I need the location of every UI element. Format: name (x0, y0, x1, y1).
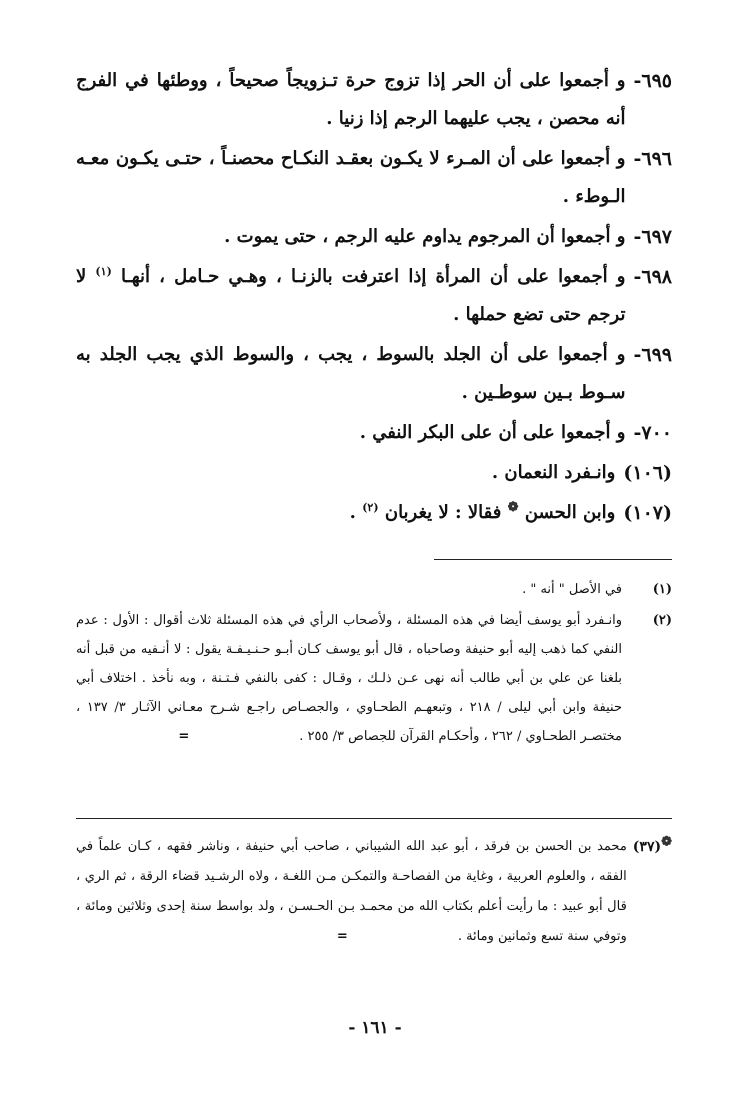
footnote-ref[interactable]: (١) (95, 265, 112, 278)
footnotes (76, 575, 672, 753)
biography-note (76, 832, 672, 952)
entry-107 (76, 494, 672, 532)
entry-text: و أجمعوا على أن على البكر النفي . (359, 422, 626, 443)
entry-698 (76, 258, 672, 334)
flower-ornament-icon: ❁ (661, 834, 672, 850)
entry-696 (76, 140, 672, 216)
entry-697 (76, 218, 672, 256)
entry-number: ٦٩٧- (633, 226, 672, 248)
continuation-mark: = (178, 729, 190, 744)
biography-divider (76, 818, 672, 819)
biography-number-text: (٣٧) (632, 839, 662, 855)
entry-106 (76, 454, 672, 492)
biography-number (627, 832, 672, 863)
entry-text: وانـفرد النعمان . (491, 462, 616, 483)
entry-699 (76, 336, 672, 412)
entry-number: ٦٩٨- (633, 266, 672, 288)
footnote-text: في الأصل " أنه " . (522, 582, 622, 597)
entry-number: ٦٩٩- (633, 344, 672, 366)
biography-text (76, 832, 627, 952)
entry-text-before: وابن الحسن (524, 502, 616, 523)
entry-text: و أجمعوا على أن المـرء لا يكـون بعقـد النكـاح محصنـاً ، حتـى يكـون معـه الـوطء . (76, 148, 626, 207)
entry-text: و أجمعوا على أن الجلد بالسوط ، يجب ، والسوط الذي يجب الجلد به سـوط بـين سوطـين . (76, 344, 626, 403)
entry-number: ٦٩٥- (633, 70, 672, 92)
footnote-divider (434, 559, 672, 560)
entry-text-after: . (349, 502, 356, 523)
biography-body: محمد بن الحسن بن فرقد ، أبو عبد الله الشيباني ، صاحب أبي حنيفة ، وناشر فقهه ، كـان علماً في الفقه ، والعلوم العربية ، وغاية من الفصاحـة والتمكـن مـن اللغـة ، ولاه الرشـيد قضاء الرقة ، ثم الري ، قال أبو عبيد : ما رأيت أعلم بكتاب الله من محمـد بـن الحـسـن ، ولد بواسط سنة إحدى وثلاثين ومائة ، وتوفي سنة تسع وثمانين ومائة . (76, 839, 627, 944)
entry-number: ٦٩٦- (633, 148, 672, 170)
entry-text (76, 494, 615, 532)
footnote-number: (٢) (652, 613, 672, 628)
footnote-number: (١) (652, 582, 672, 597)
entry-700 (76, 414, 672, 452)
main-text (76, 62, 672, 534)
footnote-text (76, 606, 622, 751)
footnote-body: وانـفرد أبو يوسف أيضا في هذه المسئلة ، ولأصحاب الرأي في هذه المسئلة ثلاث أقوال : الأول : عدم النفي كما ذهب إليه أبو حنيفة وصاحباه ، قال أبو يوسف كـان أبـو حـنـيـفـة يقول : لا أنـفيه من قبل أنه بلغنا عن علي بن أبي طالب أنه نهى عـن ذلـك ، وقـال : كفى بالنفي فـتـنة ، وبه نأخذ . اختلاف أبي حنيفة وابن أبي ليلى / ٢١٨ ، وتبعهـم الطحـاوي ، والجصـاص راجـع شـرح معـاني الآثـار ٣/ ١٣٧ ، مختصـر الطحـاوي / ٢٦٢ ، وأحكـام القرآن للجصاص ٣/ ٢٥٥ . (76, 613, 623, 744)
continuation-mark: = (336, 929, 348, 944)
entry-number: ٧٠٠- (633, 422, 672, 444)
entry-text: و أجمعوا أن المرجوم يداوم عليه الرجم ، حتى يموت . (224, 226, 626, 247)
entry-text-mid: فقالا : لا يغربان (384, 502, 502, 523)
flower-ornament-icon: ❁ (507, 500, 519, 515)
entry-695 (76, 62, 672, 138)
entry-text: و أجمعوا على أن الحر إذا تزوج حرة تـزويجاً صحيحاً ، ووطئها في الفرج أنه محصن ، يجب عليهما الرجم إذا زنيا . (76, 70, 626, 129)
entry-text-before: و أجمعوا على أن المرأة إذا اعترفت بالزنـا ، وهـي حـامل ، أنهـا (120, 266, 626, 287)
entry-number: (١٠٦) (623, 462, 672, 484)
entry-text-after: لا ترجم حتى تضع حملها . (76, 266, 626, 325)
footnote-2 (76, 606, 672, 751)
page-number: - ١٦١ - (348, 1018, 402, 1038)
entry-text (76, 258, 625, 334)
entry-number: (١٠٧) (623, 502, 672, 524)
footnote-ref[interactable]: (٢) (362, 501, 379, 514)
footnote-1 (76, 575, 672, 604)
